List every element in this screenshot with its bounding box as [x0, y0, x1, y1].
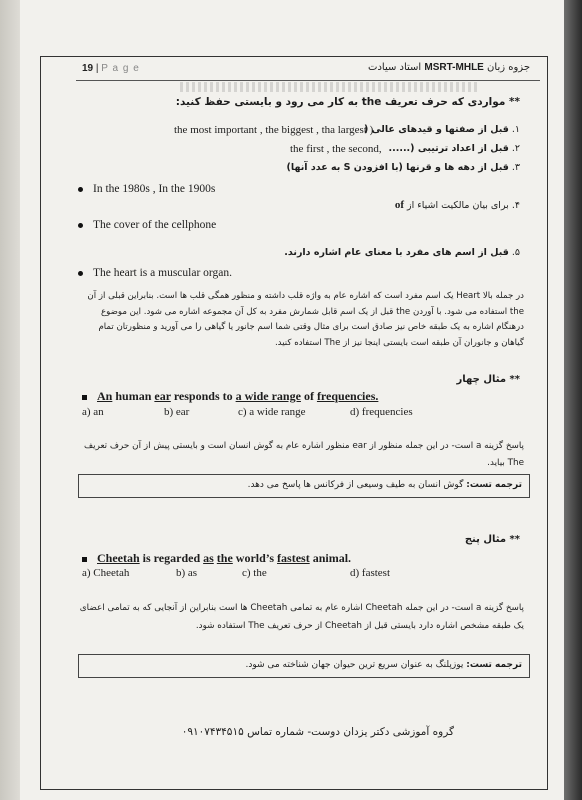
example-4-option-a: a) an — [82, 406, 104, 418]
example-5-heading: ** مثال پنج — [464, 534, 520, 545]
example-5-option-b: b) as — [176, 567, 198, 579]
watermark-faint — [180, 82, 480, 92]
header-title: جزوه زبان MSRT-MHLE استاد سیادت — [368, 62, 530, 73]
section-heading: ** مواردی که حرف تعریف the به کار می رود و بایستی حفظ کنید: — [175, 96, 520, 108]
example-4-option-d: d) frequencies — [350, 406, 413, 418]
example-5-option-c: c) the — [242, 567, 267, 579]
bullet-cellphone: The cover of the cellphone — [78, 219, 216, 231]
bullet-heart: The heart is a muscular organ. — [78, 267, 232, 279]
item-4: ۴. برای بیان مالکیت اشیاء از of — [394, 199, 520, 211]
example-4-option-c: c) a wide range — [238, 406, 306, 418]
example-4-heading: ** مثال چهار — [456, 374, 520, 385]
heart-explanation: در جمله بالا Heart یک اسم مفرد است که اشاره عام به واژه قلب داشته و منظور همگی قلب ها است. بنابراین قبلی از آن the استفاده می شود. با آوردن the قبل از یک اسم قابل شمارش مفرد به کل آن مجموعه اشاره می شود. این موضوع درهنگام اشاره به یک طبقه خاص نیز صادق است برای مثال وقتی شما اسم جانور یا گیاهی را می آورید و منظورتان تمام گیاهان و جانوران آن طبقه است بایستی اینجا نیز از The استفاده کنید. — [87, 291, 524, 348]
item-1-english: the most important , the biggest , tha largest ) — [174, 124, 374, 136]
item-5: ۵. قبل از اسم های مفرد با معنای عام اشاره دارند. — [284, 247, 520, 258]
bullet-dot — [78, 187, 83, 192]
example-4-translation: ترجمه تست: گوش انسان به طیف وسیعی از فرکانس ها پاسخ می دهد. — [247, 480, 522, 490]
example-5-option-a: a) Cheetah — [82, 567, 130, 579]
example-4-question: An human ear responds to a wide range of frequencies. — [82, 389, 378, 404]
item-1: ۱. قبل از صفتها و قیدهای عالی ( — [364, 124, 520, 135]
item-2-english: the first , the second, — [290, 143, 382, 155]
example-5-option-d: d) fastest — [350, 567, 391, 579]
item-3: ۳. قبل از دهه ها و قرنها (با افزودن S به عدد آنها) — [286, 162, 520, 173]
example-4-option-b: b) ear — [164, 406, 190, 418]
example-5-question: Cheetah is regarded as the world’s fastest animal. — [82, 551, 351, 566]
header-divider — [76, 80, 540, 81]
footer-contact: گروه آموزشی دکتر یزدان دوست- شماره تماس ۰۹۱۰۷۴۳۴۵۱۵ — [181, 726, 454, 738]
background-edge-left — [0, 0, 20, 800]
example-5-translation: ترجمه تست: یوزپلنگ به عنوان سریع ترین حیوان جهان شناخته می شود. — [245, 660, 522, 670]
bullet-square — [82, 395, 87, 400]
bullet-dot — [78, 223, 83, 228]
background-edge-right — [564, 0, 582, 800]
example-4-answer: پاسخ گزینه a است- در این جمله منظور از ear منظور اشاره عام به گوش انسان است و بایستی پیش از آن حرف تعریف The بیاید. — [84, 441, 524, 468]
bullet-decades: In the 1980s , In the 1900s — [78, 183, 215, 195]
bullet-dot — [78, 271, 83, 276]
bullet-square — [82, 557, 87, 562]
example-5-answer: پاسخ گزینه a است- در این جمله Cheetah اشاره عام به تمامی Cheetah ها است بنابراین از آنجایی که به تمامی اعضای یک طبقه مشخص اشاره دارد بایستی قبل از Cheetah از حرف تعریف The استفاده شود. — [79, 603, 524, 631]
page-number: 19 | P a g e — [82, 63, 140, 74]
item-2: ۲. قبل از اعداد ترتیبی (...... — [388, 143, 520, 154]
